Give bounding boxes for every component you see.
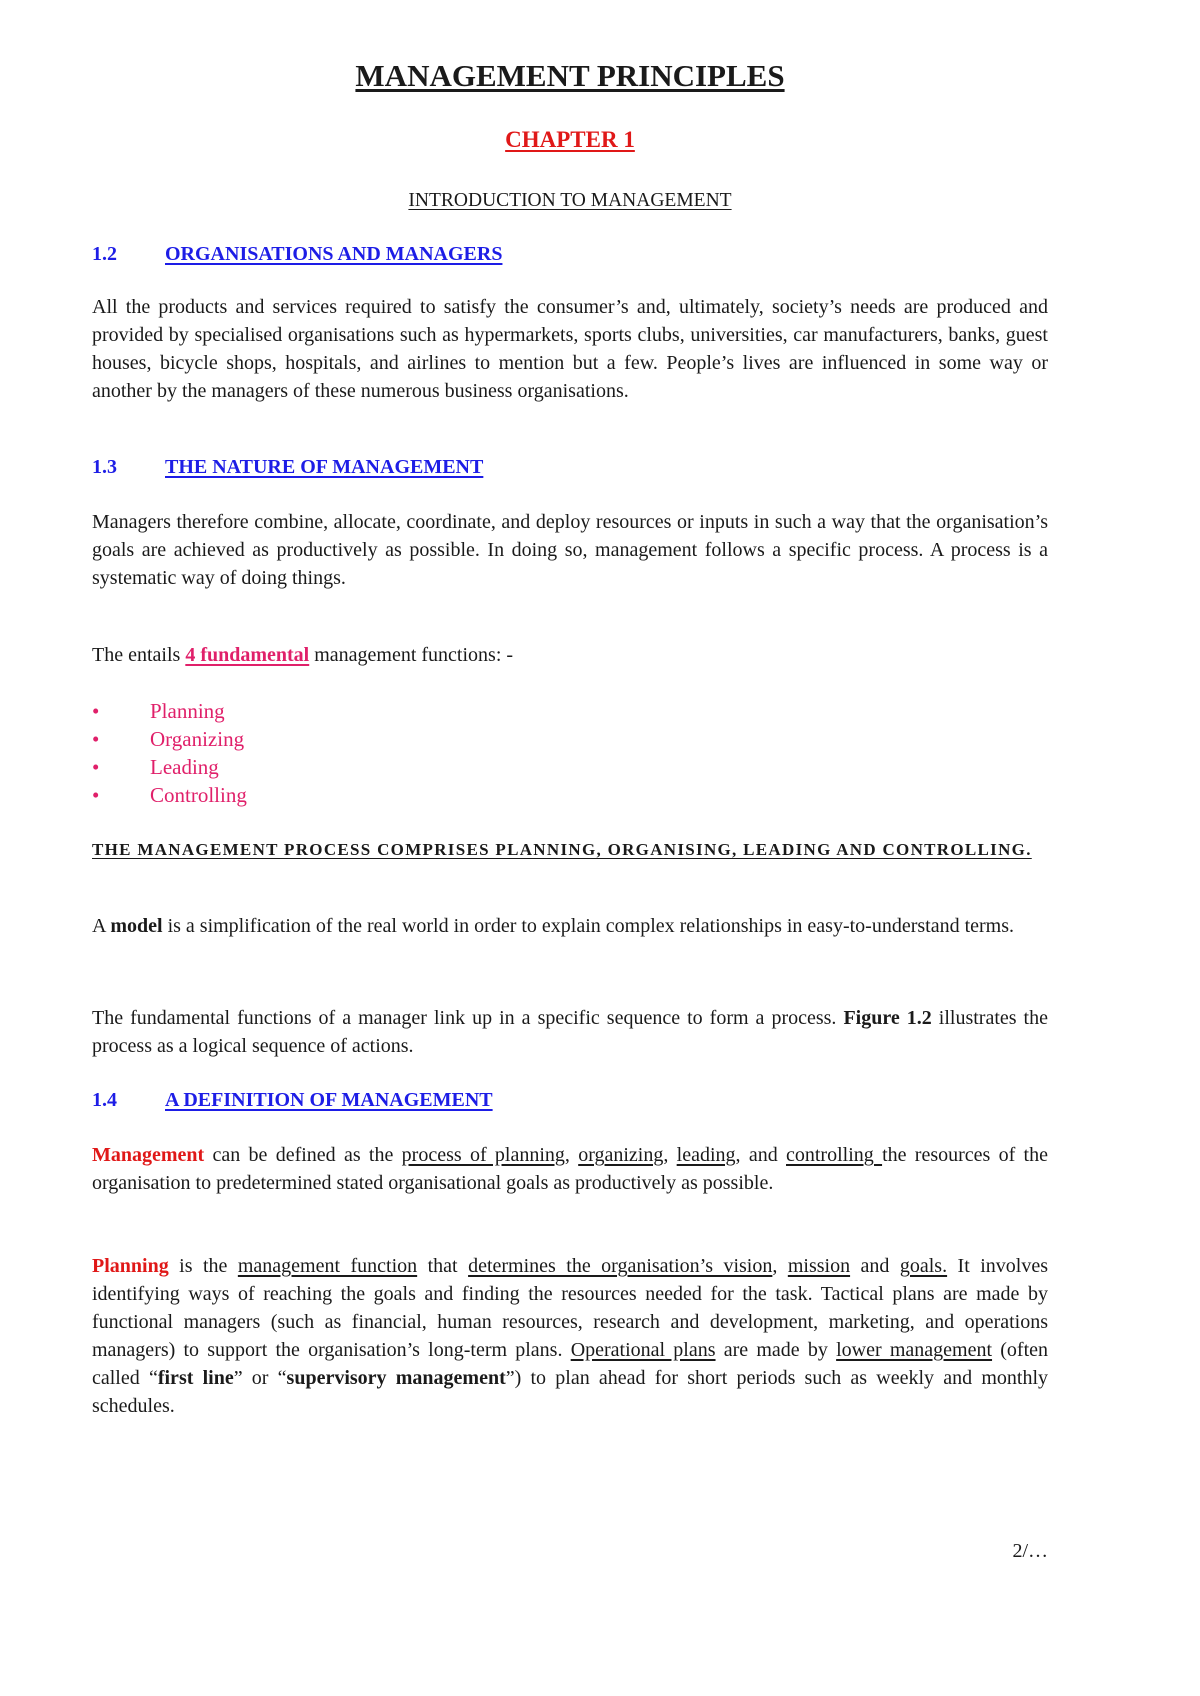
entails-text-start: The entails — [92, 644, 186, 666]
underlined-phrase: mission — [787, 1255, 851, 1277]
model-text-start: A — [92, 915, 111, 937]
term-planning: Planning — [92, 1255, 169, 1277]
paragraph-organisations: All the products and services required to satisfy the consumer’s and, ultimately, society’s needs are produced and provided by specialised organisations such as hypermarkets, sports clubs, universities, car manufacturers, banks, guest houses, bicycle shops, hospitals, and airlines to mention but a few. People’s lives are influenced in some way or another by the managers of these numerous business organisations. — [92, 296, 1048, 402]
paragraph-planning — [92, 1252, 1048, 1420]
definition-text: can be defined as the — [204, 1144, 402, 1166]
underlined-phrase: Operational plans — [570, 1339, 716, 1361]
function-label: Planning — [150, 699, 225, 723]
paragraph-nature: Managers therefore combine, allocate, coordinate, and deploy resources or inputs in such a way that the organisation’s goals are achieved as productively as possible. In doing so, management follows a specific process. A process is a systematic way of doing things. — [92, 511, 1048, 589]
figure-reference: Figure 1.2 — [843, 1007, 932, 1029]
function-label: Leading — [150, 755, 219, 779]
underlined-phrase: determines the organisation’s vision — [468, 1255, 773, 1277]
document-title: MANAGEMENT PRINCIPLES — [355, 58, 785, 93]
functions-list — [92, 697, 492, 809]
fundamental-count: 4 fundamental — [185, 644, 310, 666]
paragraph-entails — [92, 641, 1048, 669]
planning-text: ”) to plan ahead for short periods such as weekly and monthly schedules. — [92, 1367, 1049, 1417]
definition-text: , — [663, 1144, 677, 1166]
bullet-icon: • — [92, 755, 100, 779]
model-term: model — [110, 915, 163, 937]
function-label: Controlling — [150, 783, 247, 807]
paragraph-model — [92, 912, 1048, 940]
underlined-phrase: lower management — [836, 1339, 993, 1361]
section-title: ORGANISATIONS AND MANAGERS — [165, 243, 503, 265]
definition-text: the resources of the organisation to predetermined stated organisational goals as productively as possible. — [92, 1144, 1048, 1194]
paragraph-definition — [92, 1141, 1048, 1197]
list-item — [92, 753, 492, 781]
underlined-phrase: goals. — [899, 1255, 948, 1277]
management-process-statement: THE MANAGEMENT PROCESS COMPRISES PLANNING, ORGANISING, LEADING AND CONTROLLING. — [92, 840, 1032, 859]
planning-text: (often called “ — [92, 1339, 1049, 1389]
bullet-icon: • — [92, 699, 100, 723]
bullet-icon: • — [92, 727, 100, 751]
list-item — [92, 725, 492, 753]
planning-text: that — [417, 1255, 469, 1277]
function-label: Organizing — [150, 727, 245, 751]
planning-text: It involves identifying ways of reaching the goals and finding the resources needed for the task. Tactical plans are made by functional managers (such as financial, human resources, research and development, marketing, and operations managers) to support the organisation’s long-term plans. — [92, 1255, 1048, 1361]
bold-phrase: supervisory management — [286, 1367, 506, 1389]
chapter-heading: CHAPTER 1 — [505, 127, 635, 152]
figure-text-start: The fundamental functions of a manager link up in a specific sequence to form a process. — [92, 1007, 837, 1029]
definition-text: , and — [735, 1144, 786, 1166]
planning-text: and — [850, 1255, 900, 1277]
document-page — [92, 0, 1048, 1696]
entails-text-end: management functions: - — [309, 644, 514, 666]
section-number: 1.4 — [92, 1089, 117, 1111]
model-text-end: is a simplification of the real world in order to explain complex relationships in easy-to-understand terms. — [162, 915, 1015, 937]
underlined-phrase: controlling — [786, 1144, 883, 1166]
section-number: 1.2 — [92, 243, 117, 265]
bold-phrase: first line — [157, 1367, 234, 1389]
list-item — [92, 781, 492, 809]
underlined-phrase: management function — [237, 1255, 418, 1277]
planning-text: are made by — [715, 1339, 837, 1361]
section-heading-1-3 — [92, 456, 483, 479]
planning-text: ” or “ — [233, 1367, 287, 1389]
section-title: A DEFINITION OF MANAGEMENT — [165, 1089, 493, 1111]
section-heading-1-2 — [92, 243, 502, 266]
section-heading-1-4 — [92, 1089, 493, 1112]
planning-text: , — [772, 1255, 788, 1277]
underlined-phrase: leading — [676, 1144, 736, 1166]
figure-text-end: illustrates the process as a logical sequence of actions. — [92, 1007, 1048, 1057]
section-title: THE NATURE OF MANAGEMENT — [165, 456, 484, 478]
list-item — [92, 697, 492, 725]
underlined-phrase: organizing — [578, 1144, 664, 1166]
bullet-icon: • — [92, 783, 100, 807]
underlined-phrase: process of planning — [401, 1144, 565, 1166]
section-number: 1.3 — [92, 456, 117, 478]
planning-text: is the — [168, 1255, 238, 1277]
page-number: 2/… — [1012, 1540, 1048, 1562]
definition-text: , — [564, 1144, 579, 1166]
paragraph-figure — [92, 1004, 1048, 1060]
term-management: Management — [92, 1144, 205, 1166]
chapter-subtitle: INTRODUCTION TO MANAGEMENT — [408, 190, 732, 211]
